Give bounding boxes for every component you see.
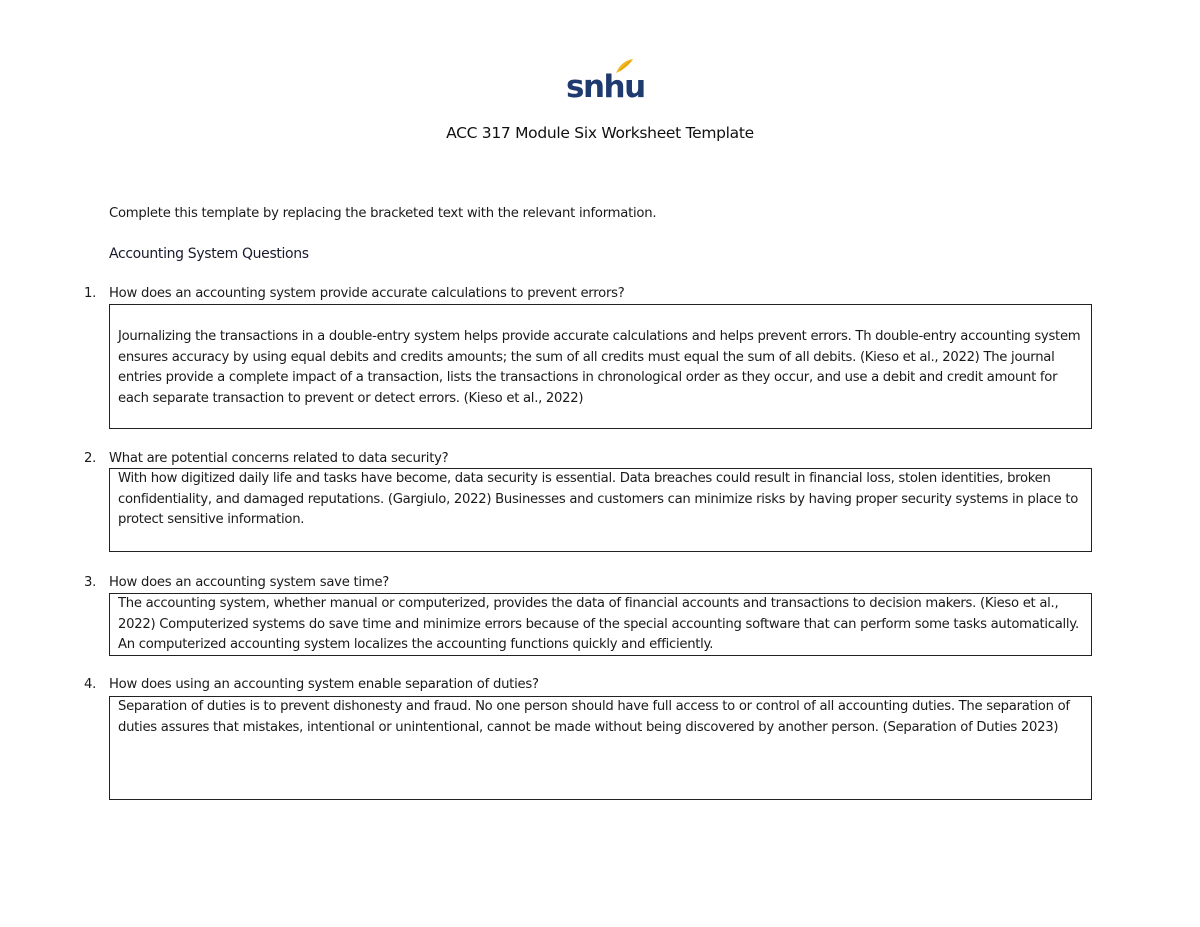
question-number: 2. (84, 451, 97, 466)
question-number: 4. (84, 677, 97, 692)
page-title: ACC 317 Module Six Worksheet Template (446, 124, 754, 142)
question-2 (84, 451, 448, 466)
question-text: How does an accounting system provide accurate calculations to prevent errors? (109, 286, 625, 301)
answer-box-1[interactable]: Journalizing the transactions in a double-entry system helps provide accurate calculations and helps prevent errors. Th double-entry accounting system ensures accuracy by using equal debits and credits amounts; the sum of all credits must equal the sum of all debits. (Kieso et al., 2022) The journal entries provide a complete impact of a transaction, lists the transactions in chronological order as they occur, and use a debit and credit amount for each separate transaction to prevent or detect errors. (Kieso et al., 2022) (109, 304, 1092, 429)
question-text: What are potential concerns related to data security? (109, 451, 449, 466)
answer-box-2[interactable]: With how digitized daily life and tasks have become, data security is essential. Data breaches could result in financial loss, stolen identities, broken confidentiality, and damaged reputations. (Gargiulo, 2022) Businesses and customers can minimize risks by having proper security systems in place to protect sensitive information. (109, 468, 1092, 552)
answer-box-3[interactable]: The accounting system, whether manual or computerized, provides the data of financial accounts and transactions to decision makers. (Kieso et al., 2022) Computerized systems do save time and minimize errors because of the special accounting software that can perform some tasks automatically. An computerized accounting system localizes the accounting functions quickly and efficiently. (109, 593, 1092, 656)
question-text: How does an accounting system save time? (109, 575, 390, 590)
question-text: How does using an accounting system enable separation of duties? (109, 677, 539, 692)
section-heading: Accounting System Questions (109, 246, 309, 262)
question-1 (84, 286, 625, 301)
intro-text: Complete this template by replacing the bracketed text with the relevant information. (109, 206, 657, 221)
snhu-logo (566, 58, 645, 105)
logo-wordmark: snhu (566, 69, 645, 105)
answer-box-4[interactable]: Separation of duties is to prevent dishonesty and fraud. No one person should have full access to or control of all accounting duties. The separation of duties assures that mistakes, intentional or unintentional, cannot be made without being discovered by another person. (Separation of Duties 2023) (109, 696, 1092, 800)
question-number: 3. (84, 575, 97, 590)
question-4 (84, 677, 539, 692)
question-3 (84, 575, 389, 590)
question-number: 1. (84, 286, 97, 301)
